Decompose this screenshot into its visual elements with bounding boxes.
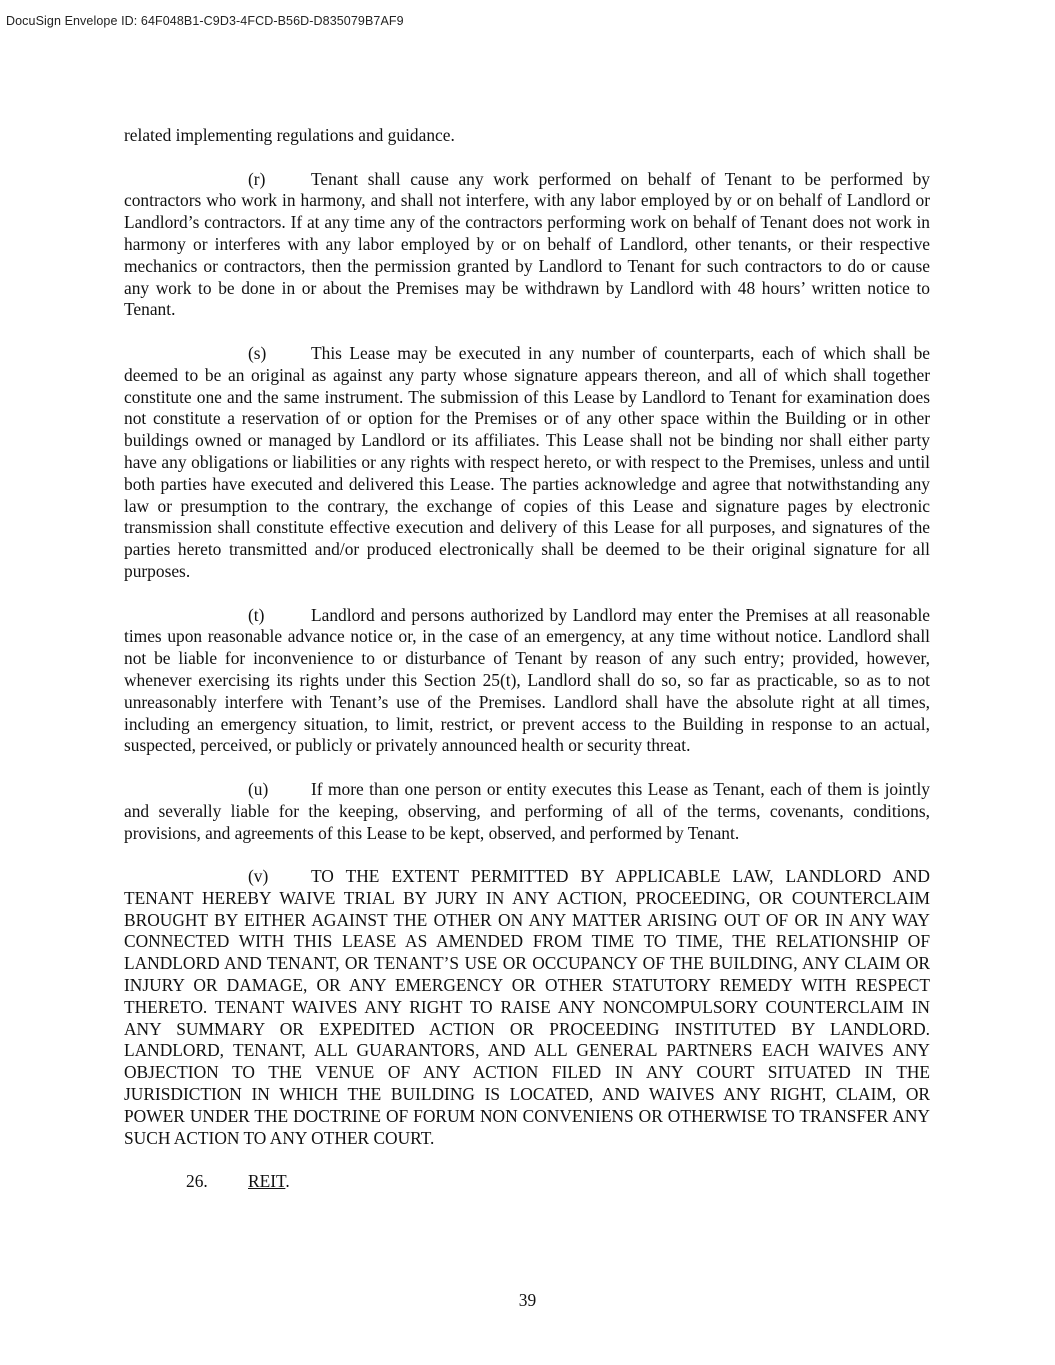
intro-text: related implementing regulations and guidance. [124,125,455,145]
document-body [124,125,930,1193]
paragraph-r [124,169,930,322]
envelope-id: DocuSign Envelope ID: 64F048B1-C9D3-4FCD-B56D-D835079B7AF9 [6,14,404,28]
paragraph-v [124,866,930,1149]
paragraph-t [124,605,930,758]
page-number: 39 [518,1290,537,1310]
paragraph-s [124,343,930,583]
section-heading-26 [124,1171,930,1193]
paragraph-text: If more than one person or entity executes this Lease as Tenant, each of them is jointly and severally liable for the keeping, observing, and performing of all of the terms, covenants, conditions, provisions, and agreements of this Lease to be kept, observed, and performed by Tenant. [124,778,930,843]
paragraph-label: (t) [248,604,265,625]
paragraph-label: (r) [248,168,266,189]
paragraph-u [124,779,930,844]
section-number: 26. [186,1171,208,1192]
paragraph-text: Landlord and persons authorized by Landlord may enter the Premises at all reasonable times upon reasonable advance notice or, in the case of an emergency, at any time without notice. Landlord shall not be liable for inconvenience to or disturbance of Tenant by reason of any such entry; provided, however, whenever exercising its rights under this Section 25(t), Landlord shall do so, so far as practicable, so as to not unreasonably interfere with Tenant’s use of the Premises. Landlord shall have the absolute right at all times, including an emergency situation, to limit, restrict, or prevent access to the Building in response to an actual, suspected, perceived, or publicly or privately announced health or security threat. [124,604,930,756]
paragraph-label: (s) [248,342,267,363]
paragraph-text: TO THE EXTENT PERMITTED BY APPLICABLE LAW, LANDLORD AND TENANT HEREBY WAIVE TRIAL BY JURY IN ANY ACTION, PROCEEDING, OR COUNTERCLAIM BROUGHT BY EITHER AGAINST THE OTHER ON ANY MATTER ARISING OUT OF OR IN ANY WAY CONNECTED WITH THIS LEASE AS AMENDED FROM TIME TO TIME, THE RELATIONSHIP OF LANDLORD AND TENANT, OR TENANT’S USE OR OCCUPANCY OF THE BUILDING, ANY CLAIM OR INJURY OR DAMAGE, OR ANY EMERGENCY OR OTHER STATUTORY REMEDY WITH RESPECT THERETO. TENANT WAIVES ANY RIGHT TO RAISE ANY NONCOMPULSORY COUNTERCLAIM IN ANY SUMMARY OR EXPEDITED ACTION OR PROCEEDING INSTITUTED BY LANDLORD. LANDLORD, TENANT, ALL GUARANTORS, AND ALL GENERAL PARTNERS EACH WAIVES ANY OBJECTION TO THE VENUE OF ANY ACTION FILED IN ANY COURT SITUATED IN THE JURISDICTION IN WHICH THE BUILDING IS LOCATED, AND WAIVES ANY RIGHT, CLAIM, OR POWER UNDER THE DOCTRINE OF FORUM NON CONVENIENS OR OTHERWISE TO TRANSFER ANY SUCH ACTION TO ANY OTHER COURT. [124,866,930,1148]
paragraph-text: Tenant shall cause any work performed on behalf of Tenant to be performed by contractors who work in harmony, and shall not interfere, with any labor employed by or on behalf of Landlord or Landlord’s contractors. If at any time any of the contractors performing work on behalf of Tenant does not work in harmony or interferes with any labor employed by or on behalf of Landlord, other tenants, or their respective mechanics or contractors, then the permission granted by Landlord to Tenant for such contractors to do or cause any work to be done in or about the Premises may be withdrawn by Landlord with 48 hours’ written notice to Tenant. [124,168,930,320]
section-title-period: . [285,1171,290,1192]
paragraph-label: (v) [248,866,269,887]
paragraph-label: (u) [248,778,269,799]
paragraph-text: This Lease may be executed in any number of counterparts, each of which shall be deemed to be an original as against any party whose signature appears thereon, and all of which shall together constitute one and the same instrument. The submission of this Lease by Landlord to Tenant for examination does not constitute a reservation of or option for the Premises or of any other space within the Building or in other buildings owned or managed by Landlord or its affiliates. This Lease shall not be binding nor shall either party have any obligations or liabilities or any rights with respect hereto, or with respect to the Premises, unless and until both parties have executed and delivered this Lease. The parties acknowledge and agree that notwithstanding any law or presumption to the contrary, the exchange of copies of this Lease and signature pages by electronic transmission shall constitute effective execution and delivery of this Lease for all purposes, and signatures of the parties hereto transmitted and/or produced electronically shall be deemed to be their original signature for all purposes. [124,342,930,581]
section-title: REIT [248,1171,286,1192]
